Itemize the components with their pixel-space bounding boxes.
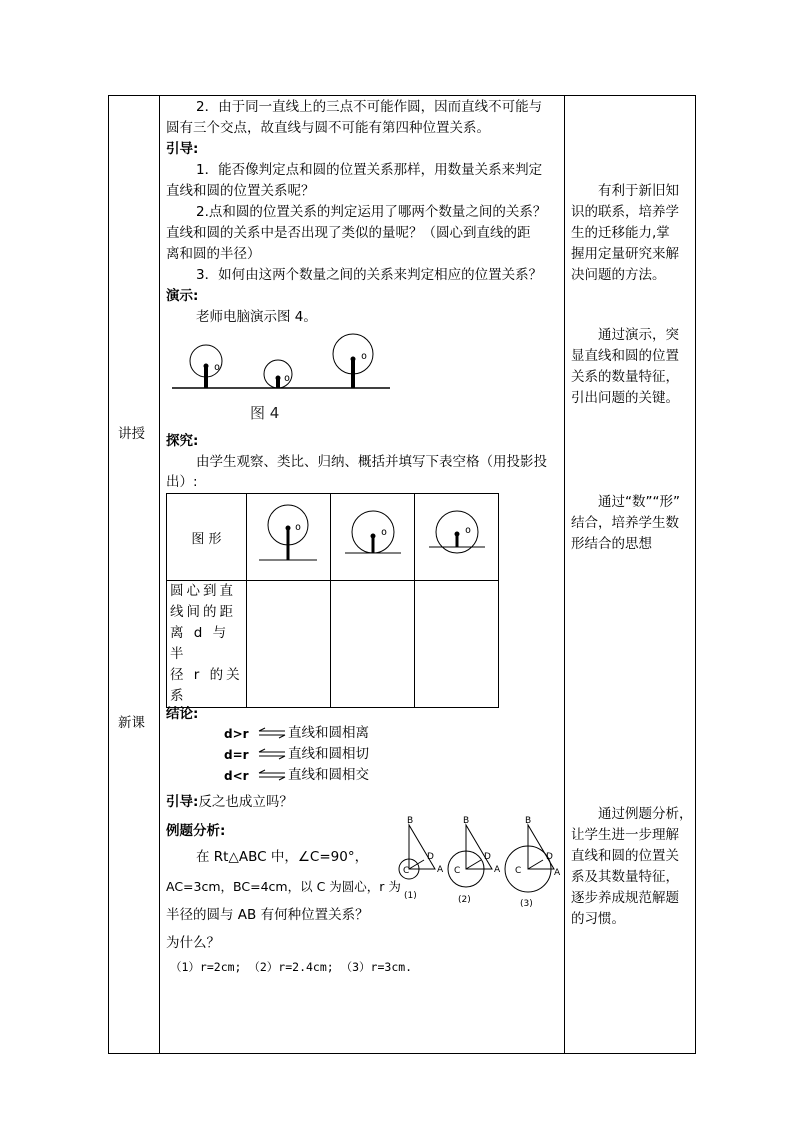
paragraph-line: 离和圆的半径） bbox=[166, 246, 261, 262]
note-line: 决问题的方法。 bbox=[571, 267, 666, 283]
table-blank-cell[interactable] bbox=[331, 581, 415, 708]
figure-tangent bbox=[331, 494, 414, 576]
note-line: 握用定量研究来解 bbox=[571, 246, 679, 262]
vertex-label: C bbox=[403, 866, 410, 876]
conclusion-heading: 结论: bbox=[166, 706, 199, 722]
demo-heading: 演示: bbox=[166, 288, 199, 304]
paragraph-line: 1．能否像判定点和圆的位置关系那样，用数量关系来判定 bbox=[196, 162, 543, 178]
note-line: 生的迁移能力,掌 bbox=[571, 225, 670, 241]
vertex-label: D bbox=[484, 852, 491, 862]
conclusion-text: 直线和圆相切 bbox=[288, 746, 369, 762]
example-line: 为什么？ bbox=[166, 935, 220, 951]
paragraph-line: 出）: bbox=[166, 474, 198, 490]
note-block-1 bbox=[571, 181, 679, 286]
vertex-label: B bbox=[407, 816, 414, 826]
relation-table bbox=[166, 493, 499, 708]
equivalence-arrow-icon bbox=[257, 769, 287, 781]
row-label-line: 离 d 与半 bbox=[170, 625, 230, 662]
table-blank-cell[interactable] bbox=[415, 581, 499, 708]
guide2-text: 反之也成立吗？ bbox=[198, 794, 293, 810]
table-row-label bbox=[167, 581, 247, 708]
section-label-teaching: 讲授 bbox=[118, 426, 145, 442]
paragraph-line: 2.点和圆的位置关系的判定运用了哪两个数量之间的关系？ bbox=[196, 204, 547, 220]
note-line: 识的联系，培养学 bbox=[571, 204, 679, 220]
vertex-label: D bbox=[427, 852, 434, 862]
paragraph-line: 3．如何由这两个数量之间的关系来判定相应的位置关系？ bbox=[196, 267, 543, 283]
vertex-label: A bbox=[437, 865, 444, 875]
demo-text: 老师电脑演示图 4。 bbox=[196, 309, 317, 325]
example-heading: 例题分析: bbox=[166, 823, 226, 839]
column-divider-right bbox=[564, 95, 565, 1054]
table-header-label: 图 形 bbox=[191, 531, 222, 547]
guide2-line bbox=[166, 792, 293, 812]
example-options: （1）r=2cm; （2）r=2.4cm; （3）r=3cm. bbox=[170, 960, 413, 974]
vertex-label: C bbox=[454, 866, 461, 876]
paragraph-line: 由学生观察、类比、归纳、概括并填写下表空格（用投影投 bbox=[196, 454, 547, 470]
guide2-heading: 引导: bbox=[166, 794, 199, 810]
vertex-label: B bbox=[525, 816, 532, 826]
note-line: 的习惯。 bbox=[571, 911, 625, 927]
paragraph-line: 直线和圆的关系中是否出现了类似的量呢？（圆心到直线的距 bbox=[166, 225, 531, 241]
center-label: o bbox=[214, 362, 221, 373]
note-line: 让学生进一步理解 bbox=[571, 827, 679, 843]
paragraph-line: 直线和圆的位置关系呢？ bbox=[166, 183, 315, 199]
note-line: 通过演示，突 bbox=[598, 327, 679, 343]
equivalence-arrow-icon bbox=[257, 727, 287, 739]
figure-number: (2) bbox=[458, 895, 471, 905]
table-figure-cell bbox=[331, 494, 415, 581]
row-label-line: 径 r 的关 bbox=[170, 667, 243, 683]
explore-heading: 探究: bbox=[166, 433, 199, 449]
conclusion-text: 直线和圆相交 bbox=[288, 767, 369, 783]
figure-separate bbox=[247, 494, 330, 576]
conclusion-text: 直线和圆相离 bbox=[288, 725, 369, 741]
center-label: o bbox=[295, 522, 302, 533]
section-label-new-lesson: 新课 bbox=[118, 715, 145, 731]
paragraph-line: 2．由于同一直线上的三点不可能作圆，因而直线不可能与 bbox=[196, 99, 543, 115]
relation-d-lt-r: d<r bbox=[224, 769, 249, 783]
vertex-label: D bbox=[546, 852, 553, 862]
note-line: 系及其数量特征， bbox=[571, 869, 679, 885]
vertex-label: C bbox=[515, 866, 522, 876]
note-line: 关系的数量特征， bbox=[571, 369, 679, 385]
example-line: AC=3cm，BC=4cm，以 C 为圆心，r 为 bbox=[166, 879, 401, 894]
vertex-label: A bbox=[494, 865, 501, 875]
figure-caption: 图 4 bbox=[250, 404, 280, 422]
figure-number: (1) bbox=[404, 891, 417, 901]
vertex-label: A bbox=[554, 868, 561, 878]
note-line: 逐步养成规范解题 bbox=[571, 890, 679, 906]
center-label: o bbox=[381, 527, 388, 538]
row-label-line: 系 bbox=[170, 688, 187, 704]
note-block-2 bbox=[571, 325, 679, 409]
note-line: 通过“数”“形” bbox=[598, 494, 680, 510]
relation-d-gt-r: d>r bbox=[224, 727, 249, 741]
table-header-cell bbox=[167, 494, 247, 581]
example-line: 在 Rt△ABC 中，∠C=90°， bbox=[196, 849, 369, 865]
paragraph-line: 圆有三个交点，故直线与圆不可能有第四种位置关系。 bbox=[166, 120, 490, 136]
table-figure-cell bbox=[415, 494, 499, 581]
vertex-label: B bbox=[463, 816, 470, 826]
figure-intersect bbox=[415, 494, 498, 576]
guide-heading: 引导: bbox=[166, 141, 199, 157]
row-label-line: 线间的距 bbox=[170, 604, 236, 620]
note-line: 直线和圆的位置关 bbox=[571, 848, 679, 864]
table-blank-cell[interactable] bbox=[247, 581, 331, 708]
note-block-3 bbox=[571, 492, 680, 555]
note-line: 有利于新旧知 bbox=[598, 183, 679, 199]
equivalence-arrow-icon bbox=[257, 748, 287, 760]
note-line: 形结合的思想 bbox=[571, 536, 652, 552]
note-line: 通过例题分析， bbox=[598, 806, 693, 822]
figure-4 bbox=[166, 330, 396, 430]
column-divider-left bbox=[159, 95, 160, 1054]
center-label: o bbox=[284, 373, 291, 384]
relation-d-eq-r: d=r bbox=[224, 748, 249, 762]
table-figure-cell bbox=[247, 494, 331, 581]
row-label-line: 圆心到直 bbox=[170, 583, 236, 599]
example-line: 半径的圆与 AB 有何种位置关系？ bbox=[166, 907, 369, 923]
note-line: 引出问题的关键。 bbox=[571, 390, 679, 406]
note-line: 显直线和圆的位置 bbox=[571, 348, 679, 364]
center-label: o bbox=[465, 525, 472, 536]
note-block-4 bbox=[571, 804, 693, 930]
center-label: o bbox=[361, 351, 368, 362]
figure-number: (3) bbox=[520, 899, 533, 909]
note-line: 结合，培养学生数 bbox=[571, 515, 679, 531]
example-triangles-figure bbox=[398, 812, 564, 910]
